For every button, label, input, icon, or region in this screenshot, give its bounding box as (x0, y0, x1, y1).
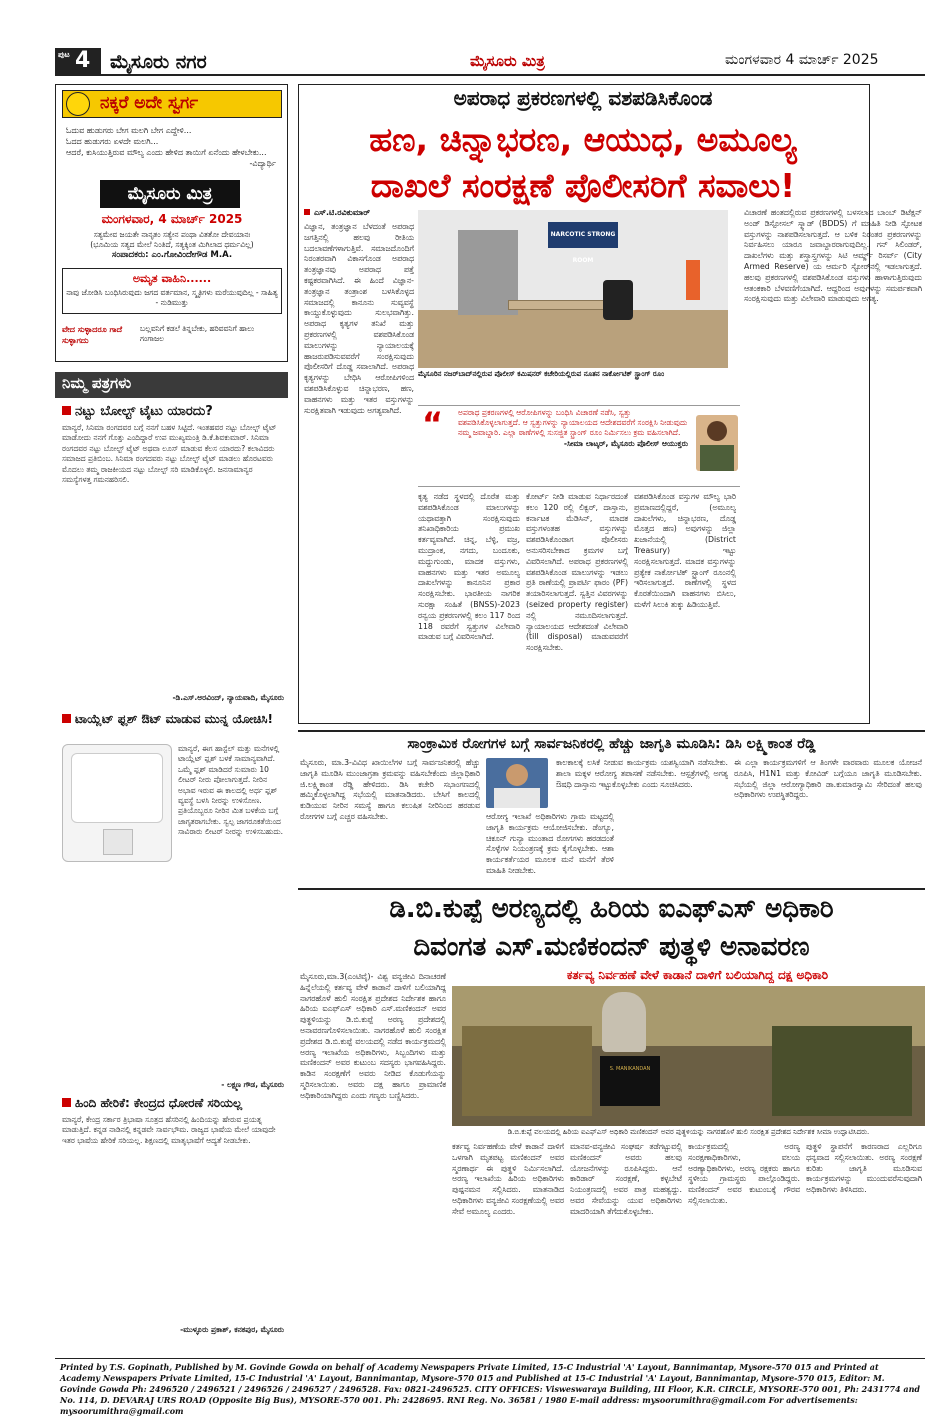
amruta-text (66, 288, 278, 308)
joke-signoff: -ವಿದ್ಯಾರ್ಥಿ (249, 159, 276, 168)
cistern-pipe (103, 829, 133, 855)
avatar-uniform (700, 445, 734, 471)
proverb-label: ವೇದ ಸುಳ್ಳಾದರೂ ಗಾದೆ ಸುಳ್ಳಾಗದು (62, 325, 123, 345)
lead-kicker: ಅಪರಾಧ ಪ್ರಕರಣಗಳಲ್ಲಿ ವಶಪಡಿಸಿಕೊಂಡ (453, 86, 713, 110)
bullet-icon (304, 209, 310, 215)
header-date: ಮಂಗಳವಾರ 4 ಮಾರ್ಚ್ 2025 (725, 52, 879, 68)
lead-byline (304, 208, 414, 218)
dc-col-4: ಈ ಎಲ್ಲಾ ಕಾರ್ಯಕ್ರಮಗಳಿಗೆ ಆ ತಿಂಗಳೇ ವಾರವಾರು ಮೂಲಕ ಯೋಜನೆ ರೂಪಿಸಿ, H1N1 ಮತ್ತು ಕೋವಿಡ್ ಬಗ್ಗೆಯೂ ಜಾಗೃತಿ ಮೂಡಿಸಬೇಕು. ಸಭೆಯಲ್ಲಿ ಜಿಲ್ಲಾ ಆರೋಗ್ಯಾಧಿಕಾರಿ ಡಾ.ಕುಮಾರಸ್ವಾಮಿ ಸೇರಿದಂತೆ ಹಲವು ಅಧಿಕಾರಿಗಳು ಉಪಸ್ಥಿತರಿದ್ದರು. (734, 758, 922, 800)
page-label: ಪುಟ (58, 50, 70, 59)
lead-headline-2: ದಾಖಲೆ ಸಂರಕ್ಷಣೆ ಪೊಲೀಸರಿಗೆ ಸವಾಲು! (370, 166, 796, 205)
quote-icon: “ (422, 405, 444, 443)
dc-col-1: ಮೈಸೂರು, ಮಾ.3-ವಿವಿಧ ಖಾಯಿಲೆಗಳ ಬಗ್ಗೆ ಸಾರ್ವಜನಿಕರಲ್ಲಿ ಹೆಚ್ಚು ಜಾಗೃತಿ ಮೂಡಿಸಿ ಮುಂಜಾಗ್ರತಾ ಕ್ರಮವನ್ನು ವಹಿಸಬೇಕೆಂದು ಜಿಲ್ಲಾಧಿಕಾರಿ ಜಿ.ಲಕ್ಷ್ಮಿಕಾಂತ ರೆಡ್ಡಿ ಹೇಳಿದರು. ಡಿಸಿ ಕಚೇರಿ ಸಭಾಂಗಣದಲ್ಲಿ ಹಮ್ಮಿಕೊಳ್ಳಲಾಗಿದ್ದ ಸಭೆಯಲ್ಲಿ ಮಾತನಾಡಿದರು. ಬೇಸಿಗೆ ಕಾಲದಲ್ಲಿ ಕುಡಿಯುವ ನೀರಿನ ಸಮಸ್ಯೆ ಹಾಗೂ ಕಲುಷಿತ ನೀರಿನಿಂದ ಹರಡುವ ರೋಗಗಳ ಬಗ್ಗೆ ಎಚ್ಚರ ವಹಿಸಬೇಕು. (300, 758, 480, 821)
proverb-text: ಬಲ್ಲವನಿಗೆ ಕಡಲೆ ತಿನ್ನಬೇಕು, ಹರಿವವನಿಗೆ ಹಾಲು ಗಂಗಾಜಲ (140, 324, 255, 343)
forest-subhead: ಕರ್ತವ್ಯ ನಿರ್ವಹಣೆ ವೇಳೆ ಕಾಡಾನೆ ದಾಳಿಗೆ ಬಲಿಯಾಗಿದ್ದ ದಕ್ಷ ಅಧಿಕಾರಿ (566, 968, 829, 982)
dc-face (506, 764, 528, 786)
joke-title: ನಕ್ಕರೆ ಅದೇ ಸ್ವರ್ಗ (100, 93, 199, 113)
forest-col-left: ಮೈಸೂರು,ಮಾ.3(ಎಂಟಿವೈ)- ವಿಶ್ವ ವನ್ಯಜೀವಿ ದಿನಾಚರಣೆ ಹಿನ್ನೆಲೆಯಲ್ಲಿ ಕರ್ತವ್ಯ ವೇಳೆ ಕಾಡಾನೆ ದಾಳಿಗೆ ಬಲಿಯಾಗಿದ್ದ ನಾಗರಹೊಳೆ ಹುಲಿ ಸಂರಕ್ಷಿತ ಪ್ರದೇಶದ ನಿರ್ದೇಶಕ ಹಾಗೂ ಹಿರಿಯ ಐಎಫ್‌ಎಸ್ ಅಧಿಕಾರಿ ಎಸ್.ಮಣಿಕಂದನ್ ಅವರ ಪುತ್ಥಳಿಯನ್ನು ಡಿ.ಬಿ.ಕುಪ್ಪೆ ಅರಣ್ಯ ಪ್ರದೇಶದಲ್ಲಿ ಅನಾವರಣಗೊಳಿಸಲಾಯಿತು. ನಾಗರಹೊಳೆ ಹುಲಿ ಸಂರಕ್ಷಿತ ಪ್ರದೇಶದ ಡಿ.ಬಿ.ಕುಪ್ಪೆ ವಲಯದಲ್ಲಿ ನಡೆದ ಕಾರ್ಯಕ್ರಮದಲ್ಲಿ ಅರಣ್ಯ ಇಲಾಖೆಯ ಅಧಿಕಾರಿಗಳು, ಸಿಬ್ಬಂದಿಗಳು ಮತ್ತು ಮಣಿಕಂದನ್ ಅವರ ಕುಟುಂಬ ಸದಸ್ಯರು ಭಾಗವಹಿಸಿದ್ದರು. ಕಾಡಿನ ಸಂರಕ್ಷಣೆಗೆ ಅವರು ನೀಡಿದ ಕೊಡುಗೆಯನ್ನು ಸ್ಮರಿಸಲಾಯಿತು. ಅವರು ದಕ್ಷ ಹಾಗೂ ಪ್ರಾಮಾಣಿಕ ಅಧಿಕಾರಿಯಾಗಿದ್ದರು ಎಂದು ಗಣ್ಯರು ಬಣ್ಣಿಸಿದರು. (300, 972, 446, 1100)
avatar-head (707, 421, 727, 441)
tagline-line: ಸತ್ಯಮೇವ ಜಯತೇ ನಾನೃತಂ ಸತ್ಯೇನ ಪಂಥಾ ವಿತತೋ ದೇವಯಾನಃ (93, 230, 251, 239)
lead-col-1: ವಿಜ್ಞಾನ, ತಂತ್ರಜ್ಞಾನ ಬೆಳದಂತೆ ಅಪರಾಧ ಜಗತ್ತಿನಲ್ಲಿ ಹಲವು ರೀತಿಯ ಬದಲಾವಣೆಗಳಾಗುತ್ತಿವೆ. ಸಮಾಜದೊಂದಿಗೆ ನಿರಂತರವಾಗಿ ವಿಕಾಸಗೊಂಡ ಅಪರಾಧ ತಂತ್ರಜ್ಞಾನವು ಅಪರಾಧ ಪತ್ತೆ ಕಷ್ಟಕರವಾಗಿಸಿದೆ. ಈ ಹಿಂದೆ ವಿಜ್ಞಾನ-ತಂತ್ರಜ್ಞಾನ ತಂತ್ರಾಂಶ ಬಳಸಿಕೊಳ್ಳದ ಸಮಾಜದಲ್ಲಿ ಕಾನೂನು ಸುವ್ಯವಸ್ಥೆ ಕಾಯ್ದುಕೊಳ್ಳುವುದು ಸುಲಭವಾಗಿತ್ತು. ಅಪರಾಧ ಕೃತ್ಯಗಳ ತನಿಖೆ ಮತ್ತು ಪ್ರಕರಣಗಳಲ್ಲಿ ವಶಪಡಿಸಿಕೊಂಡ ಮಾಲುಗಳನ್ನು ನ್ಯಾಯಾಲಯಕ್ಕೆ ಹಾಜರುಪಡಿಸುವವರೆಗೆ ಸಂರಕ್ಷಿಸುವುದು ಪೊಲೀಸರಿಗೆ ದೊಡ್ಡ ಸವಾಲಾಗಿದೆ. ಅಪರಾಧ ಕೃತ್ಯಗಳನ್ನು ಬೇಧಿಸಿ ಆರೋಪಿಗಳಿಂದ ವಶಪಡಿಸಿಕೊಳ್ಳುವ ಚಿನ್ನಾಭರಣ, ಹಣ, ವಾಹನಗಳು ಮತ್ತು ಇತರ ವಸ್ತುಗಳನ್ನು ಸುರಕ್ಷಿತವಾಗಿ ಇಡುವುದು ಅಗತ್ಯವಾಗಿದೆ. (304, 222, 414, 415)
letter-body: ಮಾನ್ಯರೆ, ಸಿನಿಮಾ ರಂಗದವರ ಬಗ್ಗೆ ನನಗೆ ಬಹಳ ಸಿಟ್ಟಿದೆ. ಇಂತಹವರ ನಟ್ಟು ಬೋಲ್ಟ್ ಟೈಟ್ ಮಾಡೋದು ನನಗೆ ಗೊತ್ತು ಎಂದಿದ್ದಾರೆ ಉಪ ಮುಖ್ಯಮಂತ್ರಿ ಡಿ.ಕೆ.ಶಿವಕುಮಾರ್. ಸಿನಿಮಾ ರಂಗದವರ ನಟ್ಟು ಬೋಲ್ಟ್ ಟೈಟ್ ಅಥವಾ ಲೂಸ್ ಮಾಡುವ ಕೆಲಸ ಯಾರದು? ಕಲಾವಿದರು ಸಮಾಜದ ಪ್ರತಿಬಿಂಬ. ಸಿನಿಮಾ ರಂಗದವರು ನಟ್ಟು ಬೋಲ್ಟ್ ಟೈಟ್ ಮಾಡಲು ಹೊರಟವರು ಮೊದಲು ತಮ್ಮ ರಾಜಕೀಯದ ನಟ್ಟು ಬೋಲ್ಟ್ ಸರಿ ಮಾಡಿಕೊಳ್ಳಲಿ. ಜನಸಾಮಾನ್ಯರ ಸಮಸ್ಯೆಗಳತ್ತ ಗಮನಹರಿಸಲಿ. (62, 423, 277, 485)
forest-headline-1: ಡಿ.ಬಿ.ಕುಪ್ಪೆ ಅರಣ್ಯದಲ್ಲಿ ಹಿರಿಯ ಐಎಫ್‌ಎಸ್ ಅಧಿಕಾರಿ (389, 894, 834, 924)
strong-room-photo (418, 210, 728, 368)
letter-title-text: ಟಾಯ್ಲೆಟ್ ಫ್ಲಶ್ ಔಟ್ ಮಾಡುವ ಮುನ್ನ ಯೋಚಿಸಿ! (75, 712, 273, 726)
divider (298, 730, 925, 732)
statue (602, 992, 646, 1052)
quote-body: ಅಪರಾಧ ಪ್ರಕರಣಗಳಲ್ಲಿ ಆರೋಪಿಗಳನ್ನು ಬಂಧಿಸಿ ವಿಚಾರಣೆ ನಡೆಸಿ, ಸ್ವತ್ತು ವಶಪಡಿಸಿಕೊಳ್ಳಲಾಗುತ್ತದೆ. ಆ ಸ್ವತ್ತುಗಳನ್ನು ನ್ಯಾಯಾಲಯದ ಆದೇಶದವರೆಗೆ ಸಂರಕ್ಷಿಸಿ ನೀಡುವುದು ನಮ್ಮ ಜವಾಬ್ದಾರಿ. ಎಲ್ಲಾ ಠಾಣೆಗಳಲ್ಲಿ ಸುಸಜ್ಜಿತ ಸ್ಟ್ರಾಂಗ್ ರೂಂ ನಿರ್ಮಿಸಲು ಕ್ರಮ ವಹಿಸಲಾಗಿದೆ. (458, 408, 688, 438)
lead-col-2: ಕೃತ್ಯ ನಡೆದ ಸ್ಥಳದಲ್ಲಿ ದೊರೆತ ಮತ್ತು ವಶಪಡಿಸಿಕೊಂಡ ಮಾಲುಗಳನ್ನು ಯಥಾವತ್ತಾಗಿ ಸಂರಕ್ಷಿಸುವುದು ತನಿಖಾಧಿಕಾರಿಯ ಪ್ರಮುಖ ಕರ್ತವ್ಯವಾಗಿದೆ. ಚಿನ್ನ, ಬೆಳ್ಳಿ, ವಜ್ರ, ಮುದ್ರಾಂಕ, ನಗದು, ಬಂದೂಕು, ಮದ್ದುಗುಂಡು, ಮಾದಕ ವಸ್ತುಗಳು, ವಾಹನಗಳು ಮತ್ತು ಇತರ ಅಮೂಲ್ಯ ದಾಖಲೆಗಳನ್ನು ಕಾನೂನಿನ ಪ್ರಕಾರ ಸಂರಕ್ಷಿಸಬೇಕು. ಭಾರತೀಯ ನಾಗರಿಕ ಸುರಕ್ಷಾ ಸಂಹಿತೆ (BNSS)-2023 ರನ್ವಯ ಪ್ರಕರಣಗಳಲ್ಲಿ ಕಲಂ 117 ರಿಂದ 118 ರವರೆಗೆ ಸ್ವತ್ತುಗಳ ವಿಲೇವಾರಿ ಮಾಡುವ ಬಗ್ಗೆ ವಿವರಿಸಲಾಗಿದೆ. (418, 492, 520, 642)
letter-title-text: ನಟ್ಟು ಬೋಲ್ಟ್ ಟೈಟು ಯಾರದು? (75, 404, 213, 419)
letter-body: ಮಾನ್ಯರೆ, ಈಗ ಹಾಸ್ಟೆಲ್ ಮತ್ತು ಮನೆಗಳಲ್ಲಿ ಟಾಯ್ಲೆಟ್ ಫ್ಲಶ್ ಬಳಕೆ ಸಾಮಾನ್ಯವಾಗಿದೆ. ಒಮ್ಮೆ ಫ್ಲಶ್ ಮಾಡಿದರೆ ಸುಮಾರು 10 ಲೀಟರ್ ನೀರು ಪೋಲಾಗುತ್ತದೆ. ನೀರಿನ ಅಭಾವ ಇರುವ ಈ ಕಾಲದಲ್ಲಿ ಅರ್ಧ ಫ್ಲಶ್ ವ್ಯವಸ್ಥೆ ಬಳಸಿ ನೀರನ್ನು ಉಳಿಸೋಣ. ಪ್ರತಿಯೊಬ್ಬರೂ ನೀರಿನ ಮಿತ ಬಳಕೆಯ ಬಗ್ಗೆ ಜಾಗೃತರಾಗಬೇಕು. ಸ್ವಲ್ಪ ಜಾಗರೂಕತೆಯಿಂದ ಸಾವಿರಾರು ಲೀಟರ್ ನೀರನ್ನು ಉಳಿಸಬಹುದು. (178, 744, 283, 837)
officers-group (772, 1026, 912, 1116)
statue-unveiling-photo (452, 986, 925, 1126)
lead-headline-1: ಹಣ, ಚಿನ್ನಾಭರಣ, ಆಯುಧ, ಅಮೂಲ್ಯ (369, 120, 797, 159)
brand-name: ಮೈಸೂರು ಮಿತ್ರ (470, 52, 545, 70)
officers-group (462, 1026, 592, 1116)
masthead-date: ಮಂಗಳವಾರ, 4 ಮಾರ್ಚ್ 2025 (101, 212, 243, 226)
commissioner-photo (696, 415, 738, 471)
dc-headline: ಸಾಂಕ್ರಾಮಿಕ ರೋಗಗಳ ಬಗ್ಗೆ ಸಾರ್ವಜನಿಕರಲ್ಲಿ ಹೆಚ್ಚು ಜಾಗೃತಿ ಮೂಡಿಸಿ: ಡಿಸಿ ಲಕ್ಷ್ಮಿಕಾಂತ ರೆಡ್ಡಿ (407, 736, 816, 752)
forest-col-b4: ಪುತ್ಥಳಿ ಸ್ಥಾಪನೆಗೆ ಕಾರಣರಾದ ಎಲ್ಲರಿಗೂ ಧನ್ಯವಾದ ಸಲ್ಲಿಸಲಾಯಿತು. ಅರಣ್ಯ ಸಂರಕ್ಷಣೆ ಕುರಿತು ಜಾಗೃತಿ ಮೂಡಿಸುವ ಕಾರ್ಯಕ್ರಮಗಳನ್ನು ಮುಂದುವರೆಸುವುದಾಗಿ ಅಧಿಕಾರಿಗಳು ತಿಳಿಸಿದರು. (806, 1142, 922, 1195)
forest-col-b1: ಕರ್ತವ್ಯ ನಿರ್ವಹಣೆಯ ವೇಳೆ ಕಾಡಾನೆ ದಾಳಿಗೆ ಒಳಗಾಗಿ ಮೃತಪಟ್ಟ ಮಣಿಕಂದನ್ ಅವರ ಸ್ಮರಣಾರ್ಥ ಈ ಪುತ್ಥಳಿ ನಿರ್ಮಿಸಲಾಗಿದೆ. ಅರಣ್ಯ ಇಲಾಖೆಯ ಹಿರಿಯ ಅಧಿಕಾರಿಗಳು ಪುಷ್ಪನಮನ ಸಲ್ಲಿಸಿದರು. ಮಾತನಾಡಿದ ಅಧಿಕಾರಿಗಳು ವನ್ಯಜೀವಿ ಸಂರಕ್ಷಣೆಯಲ್ಲಿ ಅವರ ಸೇವೆ ಅಮೂಲ್ಯ ಎಂದರು. (452, 1142, 564, 1216)
desk (508, 300, 618, 310)
forest-col-b2: ಮಾನವ-ವನ್ಯಜೀವಿ ಸಂಘರ್ಷ ತಡೆಗಟ್ಟುವಲ್ಲಿ ಮಣಿಕಂದನ್ ಅವರು ಹಲವು ಯೋಜನೆಗಳನ್ನು ರೂಪಿಸಿದ್ದರು. ಆನೆ ಕಾರಿಡಾರ್ ಸಂರಕ್ಷಣೆ, ಕಳ್ಳಬೇಟೆ ನಿಯಂತ್ರಣದಲ್ಲಿ ಅವರ ಪಾತ್ರ ಮಹತ್ವದ್ದು. ಅವರ ಸೇವೆಯನ್ನು ಯುವ ಅಧಿಕಾರಿಗಳು ಮಾದರಿಯಾಗಿ ತೆಗೆದುಕೊಳ್ಳಬೇಕು. (570, 1142, 682, 1216)
photo-caption: ಮೈಸೂರಿನ ನಜರ್‌ಬಾದ್‌ನಲ್ಲಿರುವ ಪೊಲೀಸ್ ಕಮಿಷನರ್ ಕಚೇರಿಯಲ್ಲಿರುವ ನೂತನ ನಾರ್ಕೋಟಿಕ್ ಸ್ಟ್ರಾಂಗ್ ರೂಂ (418, 370, 665, 378)
chair (603, 280, 633, 320)
joke-text (66, 125, 276, 169)
cistern-body (71, 753, 163, 823)
letter-author: - ಲಕ್ಷ್ಮಣ ಗೌಡ, ಮೈಸೂರು (221, 1080, 284, 1089)
letter-title (62, 1096, 284, 1111)
bullet-icon (62, 714, 71, 723)
amruta-author: - ನುಡಿಮುತ್ತು (155, 298, 189, 307)
letter-author: -ಮುಳ್ಳೂರು ಪ್ರಕಾಶ್, ಕನಕಪುರ, ಮೈಸೂರು (180, 1325, 284, 1334)
letter-item (62, 712, 284, 727)
strong-room-sign: NARCOTIC STRONG ROOM (548, 222, 618, 248)
editor-line: ಸಂಪಾದಕರು: ಎಂ.ಗೋವಿಂದೇಗೌಡ M.A. (111, 250, 233, 260)
forest-col-b3: ಕಾರ್ಯಕ್ರಮದಲ್ಲಿ ಅರಣ್ಯ ಸಂರಕ್ಷಣಾಧಿಕಾರಿಗಳು, ವಲಯ ಅರಣ್ಯಾಧಿಕಾರಿಗಳು, ಅರಣ್ಯ ರಕ್ಷಕರು ಹಾಗೂ ಸ್ಥಳೀಯ ಗ್ರಾಮಸ್ಥರು ಪಾಲ್ಗೊಂಡಿದ್ದರು. ಮಣಿಕಂದನ್ ಅವರ ಕುಟುಂಬಕ್ಕೆ ಗೌರವ ಸಲ್ಲಿಸಲಾಯಿತು. (688, 1142, 800, 1205)
quote-author: -ಸೀಮಾ ಲಾಟ್ಕರ್, ಮೈಸೂರು ಪೊಲೀಸ್ ಆಯುಕ್ತರು (563, 438, 688, 448)
masthead-tagline (62, 230, 282, 260)
letter-item (62, 1096, 284, 1335)
dc-col-3: ಕಾಲಕಾಲಕ್ಕೆ ಲಸಿಕೆ ನೀಡುವ ಕಾರ್ಯಕ್ರಮ ಯಶಸ್ವಿಯಾಗಿ ನಡೆಸಬೇಕು. ಶಾಲಾ ಮಕ್ಕಳ ಆರೋಗ್ಯ ತಪಾಸಣೆ ನಡೆಸಬೇಕು. ಆಸ್ಪತ್ರೆಗಳಲ್ಲಿ ಅಗತ್ಯ ಔಷಧಿ ದಾಸ್ತಾನು ಇಟ್ಟುಕೊಳ್ಳಬೇಕು ಎಂದು ಸೂಚಿಸಿದರು. (556, 758, 728, 789)
letter-title (62, 404, 284, 419)
letter-title (62, 712, 284, 727)
joke-line: ಆದರೆ, ಕುಸಿಯುತ್ತಿರುವ ಮೌಲ್ಯ ಎಂದು ಹೇಳಿದ ತಾಯಿಗೆ ಏನೆಂದು ಹೇಳಬೇಕು... (66, 148, 267, 157)
letter-body: ಮಾನ್ಯರೆ, ಕೇಂದ್ರ ಸರ್ಕಾರ ತ್ರಿಭಾಷಾ ಸೂತ್ರದ ಹೆಸರಿನಲ್ಲಿ ಹಿಂದಿಯನ್ನು ಹೇರುವ ಪ್ರಯತ್ನ ಮಾಡುತ್ತಿದೆ. ಕನ್ನಡ ನಾಡಿನಲ್ಲಿ ಕನ್ನಡವೇ ಸಾರ್ವಭೌಮ. ರಾಜ್ಯದ ಭಾಷೆಯ ಮೇಲೆ ಯಾವುದೇ ಇತರ ಭಾಷೆಯ ಹೇರಿಕೆ ಸರಿಯಲ್ಲ. ಶಿಕ್ಷಣದಲ್ಲಿ ಮಾತೃಭಾಷೆಗೆ ಆದ್ಯತೆ ನೀಡಬೇಕು. (62, 1115, 276, 1145)
floor (418, 310, 728, 368)
bullet-icon (62, 1098, 71, 1107)
page-number-box (55, 48, 101, 76)
traffic-cone (686, 260, 700, 300)
lead-col-4: ವಶಪಡಿಸಿಕೊಂಡ ವಸ್ತುಗಳ ಮೌಲ್ಯ ಭಾರಿ ಪ್ರಮಾಣದಲ್ಲಿದ್ದರೆ, (ಅಮೂಲ್ಯ ದಾಖಲೆಗಳು, ಚಿನ್ನಾಭರಣ, ದೊಡ್ಡ ಮೊತ್ತದ ಹಣ) ಅವುಗಳನ್ನು ಜಿಲ್ಲಾ ಖಜಾನೆಯಲ್ಲಿ (District Treasury) ಇಟ್ಟು ಸಂರಕ್ಷಿಸಲಾಗುತ್ತದೆ. ಮಾದಕ ವಸ್ತುಗಳನ್ನು ಪ್ರತ್ಯೇಕ ನಾರ್ಕೋಟಿಕ್ ಸ್ಟ್ರಾಂಗ್ ರೂಂನಲ್ಲಿ ಇರಿಸಲಾಗುತ್ತದೆ. ಠಾಣೆಗಳಲ್ಲಿ ಸ್ಥಳದ ಕೊರತೆಯಿಂದಾಗಿ ವಾಹನಗಳು ಬಿಸಿಲು, ಮಳೆಗೆ ಸಿಲುಕಿ ತುಕ್ಕು ಹಿಡಿಯುತ್ತಿವೆ. (634, 492, 736, 609)
dc-shirt (494, 788, 540, 808)
bullet-icon (62, 406, 71, 415)
plaque: S. MANIKANDAN (600, 1056, 660, 1106)
amruta-title: ಅಮೃತ ವಾಹಿನಿ...... (132, 272, 212, 285)
letters-title: ನಿಮ್ಮ ಪತ್ರಗಳು (62, 374, 132, 392)
dc-photo (486, 758, 548, 808)
joke-line: ಓದುವ ಹುಡುಗರು ಬೇಗ ಮಲಗಿ ಬೇಗ ಎದ್ದೇಳಿ... (66, 126, 192, 135)
joke-line: ಓದದ ಹುಡುಗರು ಏಳದೇ ಮಲಗಿ... (66, 137, 159, 146)
tagline-line: (ಭೂಮಿಯ ಸತ್ಯದ ಮೇಲೆ ನಿಂತಿದೆ, ಸತ್ಯಕ್ಕಿಂತ ಮಿಗಿಲಾದ ಧರ್ಮವಿಲ್ಲ) (90, 240, 254, 249)
lead-col-3: ಕೋರ್ಟ್ ನೀಡಿ ಮಾಡುವ ನಿರ್ಧಾರದಂತೆ ಕಲಂ 120 ರಲ್ಲಿ ಲಿಕ್ವರ್, ದಾಸ್ತಾನು, ಕರ್ನಾಟಕ ಮೆಡಿಸಿನ್, ಮಾದಕ ವಸ್ತುಗಳಂತಹ ವಸ್ತುಗಳನ್ನು ವಶಪಡಿಸಿಕೊಂಡಾಗ ಪೊಲೀಸರು ಅನುಸರಿಸಬೇಕಾದ ಕ್ರಮಗಳ ಬಗ್ಗೆ ವಿವರಿಸಲಾಗಿದೆ. ಅಪರಾಧ ಪ್ರಕರಣಗಳಲ್ಲಿ ವಶಪಡಿಸಿಕೊಂಡ ಮಾಲುಗಳನ್ನು ಇಡಲು ಪ್ರತಿ ಠಾಣೆಯಲ್ಲಿ ಪ್ರಾಪರ್ಟಿ ಫಾರಂ (PF) ತಯಾರಿಸಲಾಗುತ್ತದೆ. ಸ್ವತ್ತಿನ ವಿವರಗಳನ್ನು (seized property register) ನಲ್ಲಿ ನಮೂದಿಸಲಾಗುತ್ತದೆ. ನ್ಯಾಯಾಲಯದ ಆದೇಶದಂತೆ ವಿಲೇವಾರಿ (till disposal) ಮಾಡುವವರೆಗೆ ಸಂರಕ್ಷಿಸಬೇಕು. (526, 492, 628, 653)
quote-text (458, 408, 688, 449)
byline-text: ಎಸ್.ಟಿ.ರವಿಕುಮಾರ್ (314, 208, 371, 217)
letter-title-text: ಹಿಂದಿ ಹೇರಿಕೆ: ಕೇಂದ್ರದ ಧೋರಣೆ ಸರಿಯಲ್ಲ (75, 1096, 243, 1110)
smiley-icon (66, 92, 90, 116)
letter-item (62, 404, 284, 703)
footer-imprint: Printed by T.S. Gopinath, Published by M. Govinde Gowda on behalf of Academy Newspapers Private Limited, 15-C Industrial 'A' Layout, Bannimantap, Mysore-570 015 and Printed at Academy Newspapers Private Limited, 15-C Industrial 'A' Layout, Bannimantap, Mysore-570 015 and Published at 15-C Industrial 'A' Layout, Bannimantap, Mysore-570 015, Editor: M. Govinde Gowda Ph: 2496520 / 2496521 / 2496526 / 2496527 / 2496528. Fax: 0821-2496525. CITY OFFICES: Visweswaraya Building, III Floor, K.R. CIRCLE, MYSORE-570 001, Ph: 2431774 and No. 114, D. DEVARAJ URS ROAD (Opposite Big Bus), MYSORE-570 001. Ph: 2428695. RNI Reg. No. 36581 / 1980 E-mail address: mysoorumithra@gmail.com For advertisements: mysoorumithra@gmail.com (60, 1362, 920, 1416)
amruta-quote: ನಾವು ಜೋಡಿಸಿ ಬಂಧಿಸಿರುವುದು ಜಗದ ವರ್ತಮಾನ, ಸ್ಮೃತಿಗಳು ಮರೆಯುವುದಿಲ್ಲ - ಸಾಹಿತ್ಯ (66, 288, 278, 297)
dc-col-2: ಆರೋಗ್ಯ ಇಲಾಖೆ ಅಧಿಕಾರಿಗಳು ಗ್ರಾಮ ಮಟ್ಟದಲ್ಲಿ ಜಾಗೃತಿ ಕಾರ್ಯಕ್ರಮ ಆಯೋಜಿಸಬೇಕು. ಡೆಂಗ್ಯೂ, ಚಿಕೂನ್ ಗುನ್ಯಾ ಮುಂತಾದ ರೋಗಗಳು ಹರಡದಂತೆ ಸೊಳ್ಳೆಗಳ ನಿಯಂತ್ರಣಕ್ಕೆ ಕ್ರಮ ಕೈಗೊಳ್ಳಬೇಕು. ಆಶಾ ಕಾರ್ಯಕರ್ತೆಯರ ಮೂಲಕ ಮನೆ ಮನೆಗೆ ತೆರಳಿ ಮಾಹಿತಿ ನೀಡಬೇಕು. (486, 812, 614, 875)
forest-photo-caption: ಡಿ.ಬಿ.ಕುಪ್ಪೆ ವಲಯದಲ್ಲಿ ಹಿರಿಯ ಐಎಫ್‌ಎಸ್ ಅಧಿಕಾರಿ ಮಣಿಕಂದನ್ ಅವರ ಪುತ್ಥಳಿಯನ್ನು ನಾಗರಹೊಳೆ ಹುಲಿ ಸಂರಕ್ಷಿತ ಪ್ರದೇಶದ ನಿರ್ದೇಶಕ ಸೀಮಾ ಉದ್ಘಾಟಿಸಿದರು. (507, 1128, 870, 1136)
lead-right-col: ವಿಚಾರಣೆ ಹಂತದಲ್ಲಿರುವ ಪ್ರಕರಣಗಳಲ್ಲಿ ಬಳಸಲಾದ ಬಾಂಬ್ ಡಿಟೆಕ್ಷನ್ ಅಂಡ್ ಡಿಸ್ಪೋಸಲ್ ಸ್ಕ್ವಾಡ್ (BDDS) ಗೆ ಮಾಹಿತಿ ನೀಡಿ ಸ್ಫೋಟಕ ವಸ್ತುಗಳನ್ನು ನಾಶಪಡಿಸಲಾಗುತ್ತದೆ. ಆ ಬಳಿಕ ನಿರಂತರ ಪ್ರಕರಣಗಳನ್ನು ನಿರ್ವಹಿಸಲು ಯಾರೂ ಜವಾಬ್ದಾರರಾಗುವುದಿಲ್ಲ. ಗನ್ ಸಿಲಿಂಡರ್, ದಾಖಲೆಗಳು ಮತ್ತು ಶಸ್ತ್ರಾಸ್ತ್ರಗಳನ್ನು ಸಿಟಿ ಆರ್ಮ್ಡ್ ರಿಸರ್ವ್ (City Armed Reserve) ಯ ಆರ್ಮರಿ ಸ್ಟೋರ್‌ನಲ್ಲಿ ಇಡಲಾಗುತ್ತದೆ. ಹಲವು ಪ್ರಕರಣಗಳಲ್ಲಿ ವಶಪಡಿಸಿಕೊಂಡ ವಸ್ತುಗಳು ಹಾಳಾಗುತ್ತಿರುವುದು ಆತಂಕಕಾರಿ ಬೆಳವಣಿಗೆಯಾಗಿದೆ. ಆದ್ದರಿಂದ ಅವುಗಳನ್ನು ಸಮರ್ಪಕವಾಗಿ ಸಂರಕ್ಷಿಸುವುದು ಮತ್ತು ವಿಲೇವಾರಿ ಮಾಡುವುದು ಅಗತ್ಯ. (744, 208, 922, 304)
letter-body-cont (62, 870, 284, 1090)
divider (298, 888, 925, 890)
masthead-logo: ಮೈಸೂರು ಮಿತ್ರ (100, 180, 240, 208)
letter-author: -ಡಿ.ಎಸ್.ಅರವಿಂದ್, ನ್ಯಾಯವಾದಿ, ಮೈಸೂರು (172, 693, 284, 702)
toilet-cistern-image (62, 744, 172, 862)
page-number: 4 (75, 48, 91, 73)
forest-headline-2: ದಿವಂಗತ ಎಸ್.ಮಣಿಕಂದನ್ ಪುತ್ಥಳಿ ಅನಾವರಣ (413, 932, 810, 962)
section-title: ಮೈಸೂರು ನಗರ (110, 51, 207, 73)
